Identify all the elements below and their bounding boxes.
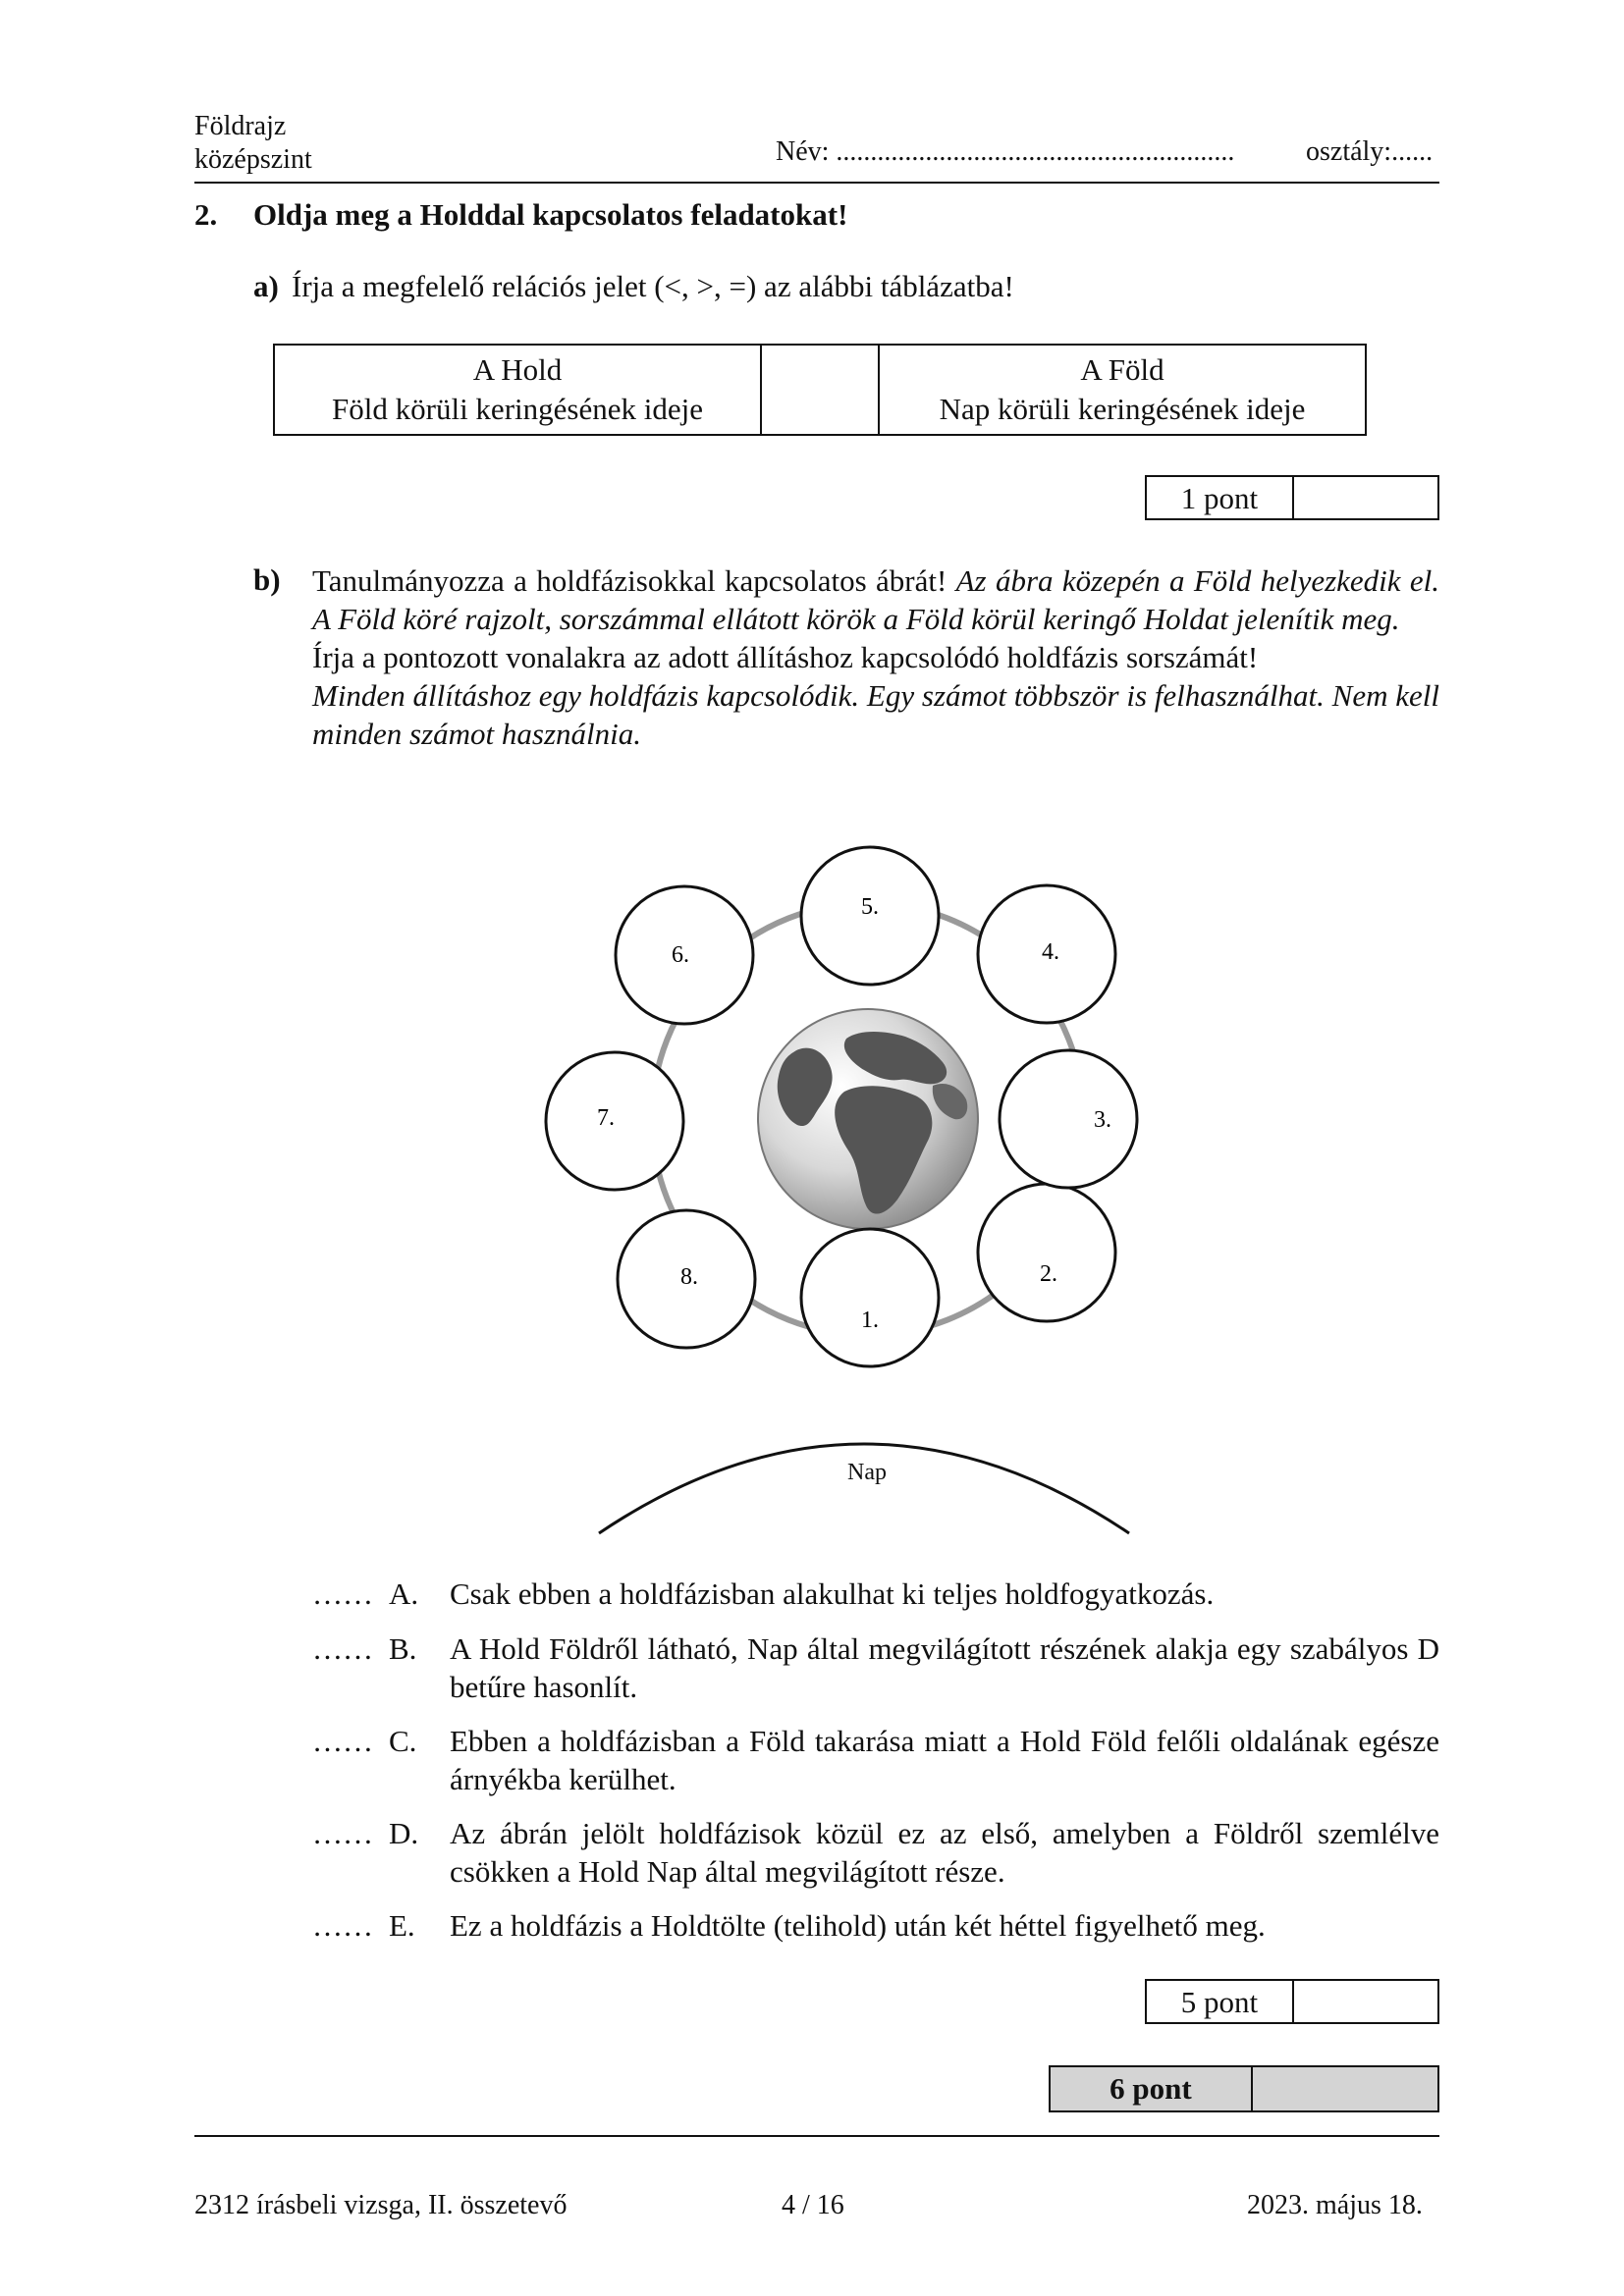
relation-answer-cell[interactable] — [761, 345, 879, 435]
earth-line2: Nap körüli keringésének ideje — [939, 392, 1306, 426]
moon-phase-1-label: 1. — [861, 1308, 879, 1333]
class-field[interactable]: osztály:...... — [1306, 136, 1434, 167]
level-label: középszint — [194, 144, 312, 175]
statement-d-letter: D. — [389, 1816, 419, 1850]
part-b-note: Minden állításhoz egy holdfázis kapcsolódik. Egy számot többször is felhasználhat. Nem kell minden számot használnia. — [312, 678, 1439, 751]
statement-b-text: A Hold Földről látható, Nap által megvilágított részének alakja egy szabályos D betűre hasonlít. — [450, 1631, 1439, 1704]
footer-page-number: 4 / 16 — [782, 2190, 844, 2220]
moon-phase-5 — [801, 847, 939, 985]
statement-d — [312, 1814, 1439, 1891]
hold-line2: Föld körüli keringésének ideje — [332, 392, 703, 426]
total-score-entry[interactable] — [1253, 2067, 1437, 2110]
sun-label: Nap — [847, 1460, 887, 1485]
moon-phase-6 — [616, 886, 753, 1024]
moon-phase-2 — [978, 1184, 1115, 1321]
task-number: 2. — [194, 197, 218, 232]
moon-phase-7-label: 7. — [597, 1105, 615, 1131]
moon-phase-7 — [546, 1052, 683, 1190]
earth-line1: A Föld — [1080, 352, 1164, 387]
hold-period-cell — [274, 345, 761, 435]
score-box-b — [1145, 1979, 1439, 2024]
relation-table — [273, 344, 1367, 436]
moon-phase-2-label: 2. — [1040, 1261, 1057, 1287]
statement-a-text: Csak ebben a holdfázisban alakulhat ki teljes holdfogyatkozás. — [450, 1576, 1215, 1611]
part-b-intro — [312, 561, 1439, 753]
subject-label: Földrajz — [194, 111, 287, 141]
statement-a — [312, 1575, 1439, 1613]
score-b-label: 5 pont — [1147, 1981, 1294, 2022]
moon-phase-4 — [978, 885, 1115, 1023]
part-b-intro-italic: Az ábra közepén a Föld helyezkedik el. A Föld köré rajzolt, sorszámmal ellátott körök a Föld körül keringő Holdat jelenítik meg. — [312, 563, 1439, 636]
footer-exam-id: 2312 írásbeli vizsga, II. összetevő — [194, 2190, 568, 2220]
answer-blank-a[interactable]: …… — [312, 1576, 373, 1611]
part-b-intro-text: Tanulmányozza a holdfázisokkal kapcsolatos ábrát! — [312, 563, 947, 598]
score-b-entry[interactable] — [1294, 1981, 1437, 2022]
moon-phase-3-label: 3. — [1094, 1107, 1111, 1133]
header-rule — [194, 182, 1439, 184]
score-a-label: 1 pont — [1147, 477, 1294, 518]
score-box-a — [1145, 475, 1439, 520]
score-a-entry[interactable] — [1294, 477, 1437, 518]
moon-phase-1 — [801, 1229, 939, 1366]
part-a-label: a) — [253, 269, 279, 303]
moon-phase-4-label: 4. — [1042, 939, 1059, 965]
earth-period-cell — [879, 345, 1366, 435]
answer-blank-d[interactable]: …… — [312, 1816, 373, 1850]
statement-e-text: Ez a holdfázis a Holdtölte (telihold) után két héttel figyelhető meg. — [450, 1908, 1266, 1943]
statement-c — [312, 1722, 1439, 1798]
statement-c-text: Ebben a holdfázisban a Föld takarása miatt a Hold Föld felőli oldalának egésze árnyékba kerülhet. — [450, 1724, 1439, 1796]
moon-phase-3 — [1000, 1050, 1137, 1188]
statement-a-letter: A. — [389, 1576, 419, 1611]
answer-blank-b[interactable]: …… — [312, 1631, 373, 1666]
footer-date: 2023. május 18. — [1247, 2190, 1423, 2220]
sun-arc — [599, 1444, 1129, 1533]
earth-globe-icon — [758, 1009, 978, 1229]
statement-b-letter: B. — [389, 1631, 417, 1666]
moon-phase-diagram — [530, 834, 1139, 1536]
task-title: Oldja meg a Holddal kapcsolatos feladatokat! — [253, 197, 848, 232]
moon-phase-5-label: 5. — [861, 894, 879, 920]
name-field[interactable]: Név: .......................................................... — [776, 136, 1235, 167]
total-score-box — [1049, 2065, 1439, 2112]
answer-blank-e[interactable]: …… — [312, 1908, 373, 1943]
statement-b — [312, 1629, 1439, 1706]
statement-d-text: Az ábrán jelölt holdfázisok közül ez az első, amelyben a Földről szemlélve csökken a Hold Nap által megvilágított része. — [450, 1816, 1439, 1889]
statement-c-letter: C. — [389, 1724, 417, 1758]
total-score-label: 6 pont — [1051, 2067, 1253, 2110]
part-a-instruction: Írja a megfelelő relációs jelet (<, >, =) az alábbi táblázatba! — [292, 269, 1014, 303]
statement-e-letter: E. — [389, 1908, 415, 1943]
part-b-label: b) — [253, 562, 281, 597]
footer-rule — [194, 2135, 1439, 2137]
answer-blank-c[interactable]: …… — [312, 1724, 373, 1758]
moon-phase-8 — [618, 1210, 755, 1348]
statement-e — [312, 1906, 1439, 1945]
part-b-instruction: Írja a pontozott vonalakra az adott állításhoz kapcsolódó holdfázis sorszámát! — [312, 640, 1259, 674]
moon-phase-6-label: 6. — [672, 942, 689, 968]
moon-phase-8-label: 8. — [680, 1264, 698, 1290]
hold-line1: A Hold — [472, 352, 563, 387]
